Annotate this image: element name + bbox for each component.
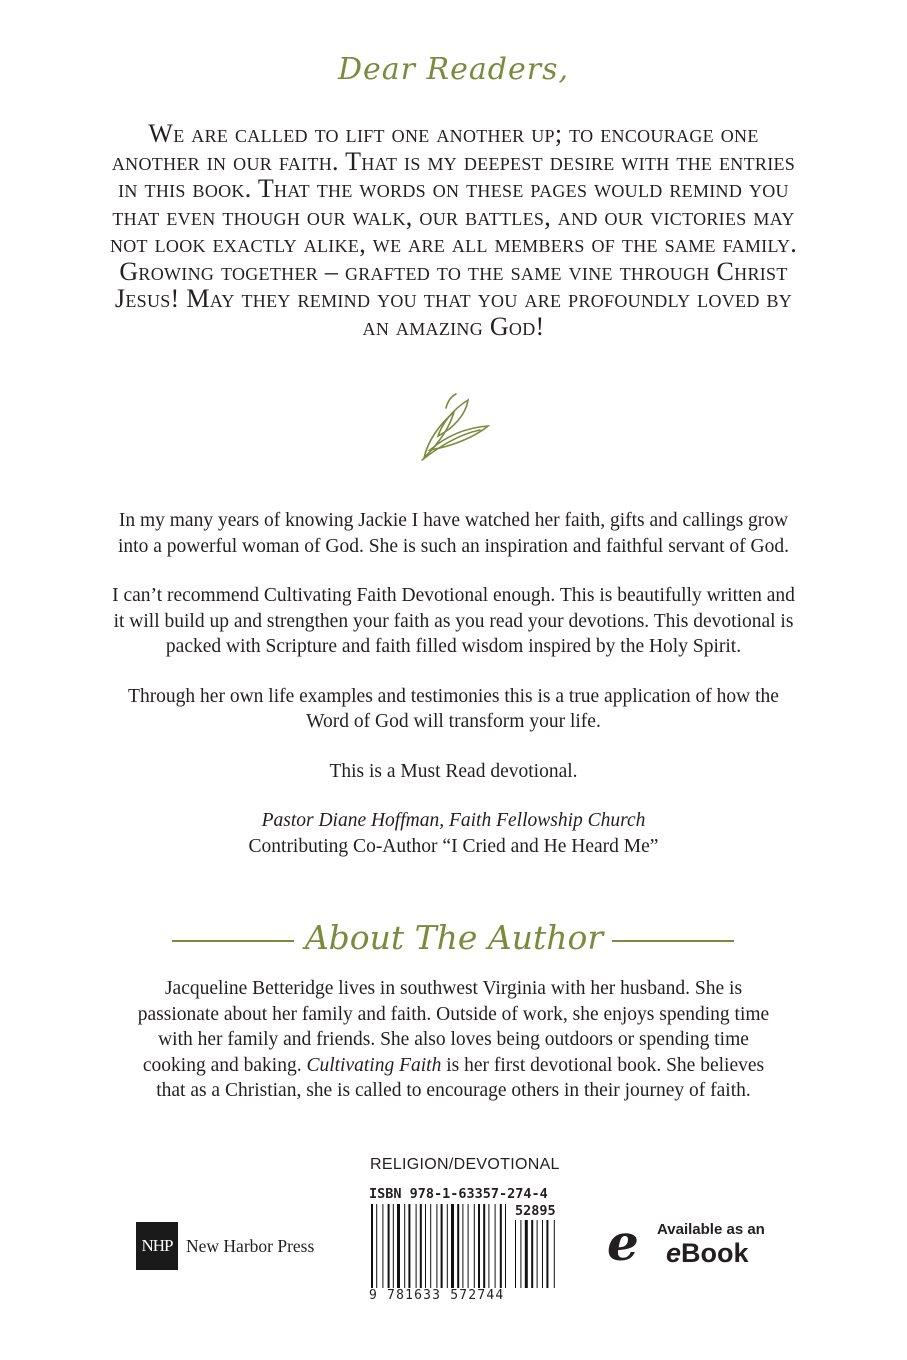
text: e — [666, 1238, 682, 1268]
ebook-logo-icon: e — [607, 1213, 639, 1272]
ebook-availability: Available as an — [657, 1221, 765, 1238]
barcode-bar — [416, 1204, 417, 1288]
endorsement-paragraph-3 — [60, 684, 847, 735]
barcode-bar — [515, 1220, 516, 1288]
barcode-bar — [554, 1220, 555, 1288]
salutation-heading: Dear Readers, — [337, 52, 570, 87]
divider — [172, 940, 294, 942]
barcode-bar — [457, 1204, 459, 1288]
barcode-bar — [478, 1204, 480, 1288]
barcode-bar — [425, 1204, 426, 1288]
text: cooking and baking. — [142, 1054, 307, 1076]
text: Book — [681, 1238, 749, 1268]
barcode-bar — [488, 1204, 489, 1288]
barcode-digits: 9 781633 572744 — [369, 1288, 505, 1303]
attribution-name: Pastor Diane Hoffman, Faith Fellowship Church — [261, 810, 646, 831]
letter-line: that even though our walk, our battles, and our victories may — [112, 201, 795, 231]
leaf-icon — [410, 390, 500, 462]
text-line: packed with Scripture and faith filled wisdom inspired by the Holy Spirit. — [165, 636, 742, 657]
bio-line: passionate about her family and faith. Outside of work, she enjoys spending time — [137, 1003, 770, 1025]
barcode-bar — [451, 1204, 454, 1288]
barcode-bar — [441, 1204, 443, 1288]
barcode-bar — [495, 1204, 496, 1288]
publisher-logo: NHP — [136, 1222, 178, 1270]
barcode-bar — [542, 1220, 543, 1288]
letter-line: another in our faith. That is my deepest desire with the entries — [111, 146, 796, 176]
barcode-bar — [371, 1204, 373, 1288]
barcode-bar — [447, 1204, 448, 1288]
text-line: it will build up and strengthen your faith as you read your devotions. This devotional is — [113, 610, 794, 632]
letter-body — [60, 120, 847, 340]
letter-line: in this book. That the words on these pages would remind you — [118, 174, 789, 203]
barcode-bar — [531, 1220, 533, 1288]
letter-line: Growing together – grafted to the same vine through Christ — [119, 256, 788, 286]
price-code: 52895 — [515, 1203, 556, 1219]
text: is her first devotional book. She believes — [441, 1054, 765, 1076]
barcode-bar — [430, 1204, 431, 1288]
barcode-bar — [404, 1204, 405, 1288]
barcode-bar — [520, 1220, 521, 1288]
barcode-bar — [388, 1204, 390, 1288]
endorsement-paragraph-4: This is a Must Read devotional. — [329, 760, 578, 782]
barcode-bar — [408, 1204, 410, 1288]
endorsement-paragraph-1 — [60, 508, 847, 559]
letter-line: We are called to lift one another up; to encourage one — [148, 119, 759, 148]
ebook-label — [666, 1238, 749, 1269]
text-line: Through her own life examples and testimonies this is a true application of how the — [128, 685, 779, 707]
divider — [612, 940, 734, 942]
endorsement — [60, 508, 847, 859]
barcode-bar — [525, 1220, 528, 1288]
bio-line: with her family and friends. She also loves being outdoors or spending time — [158, 1029, 749, 1050]
barcode-bar — [462, 1204, 463, 1288]
bio-line: Jacqueline Betteridge lives in southwest Virginia with her husband. She is — [164, 978, 743, 999]
about-heading: About The Author — [304, 918, 604, 957]
publisher-name: New Harbor Press — [186, 1236, 315, 1256]
attribution-role: Contributing Co-Author “I Cried and He Heard Me” — [248, 835, 659, 857]
barcode-bar — [500, 1204, 502, 1288]
barcode-bar — [393, 1204, 394, 1288]
barcode-bar — [537, 1220, 538, 1288]
barcode-bar — [436, 1204, 437, 1288]
barcode-bar — [483, 1204, 485, 1288]
text-line: I can’t recommend Cultivating Faith Devotional enough. This is beautifully written and — [112, 585, 795, 606]
isbn-label: ISBN 978-1-63357-274-4 — [369, 1186, 548, 1202]
author-bio — [60, 976, 847, 1104]
text-line: Word of God will transform your life. — [306, 711, 601, 732]
barcode-bar — [376, 1204, 377, 1288]
barcode-bar — [468, 1204, 469, 1288]
category-label: RELIGION/DEVOTIONAL — [370, 1156, 560, 1173]
bio-line — [60, 1053, 847, 1079]
letter-line: an amazing God! — [362, 311, 545, 341]
barcode-bar — [420, 1204, 422, 1288]
letter-line: not look exactly alike, we are all members of the same family. — [109, 229, 798, 258]
barcode-bar — [397, 1204, 400, 1288]
book-title: Cultivating Faith — [306, 1054, 442, 1076]
letter-line: Jesus! May they remind you that you are profoundly loved by — [114, 284, 793, 313]
barcode-bar — [382, 1204, 383, 1288]
endorsement-paragraph-2 — [60, 583, 847, 660]
barcode-bar — [546, 1220, 548, 1288]
text-line: into a powerful woman of God. She is such an inspiration and faithful servant of God. — [118, 535, 789, 557]
barcode-bar — [474, 1204, 475, 1288]
barcode-bar — [505, 1204, 506, 1288]
text-line: In my many years of knowing Jackie I have watched her faith, gifts and callings grow — [118, 510, 789, 531]
bio-line: that as a Christian, she is called to encourage others in their journey of faith. — [156, 1080, 751, 1101]
